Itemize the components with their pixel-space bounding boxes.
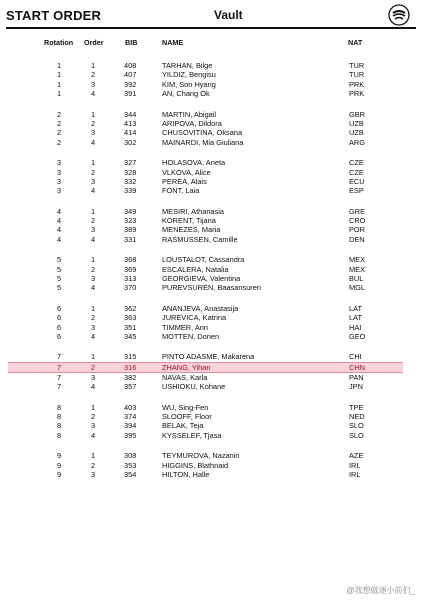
name-cell: NAVAS, Karla: [162, 372, 208, 382]
name-cell: YILDIZ, Bengisu: [162, 70, 216, 80]
bib-cell: 374: [124, 411, 137, 421]
table-row: [0, 451, 423, 460]
header-rule: [6, 27, 416, 29]
nat-cell: PAN: [349, 372, 364, 382]
rotation-cell: 4: [57, 216, 62, 226]
order-cell: 1: [91, 303, 96, 313]
start-order-title: START ORDER: [6, 8, 102, 23]
name-cell: MARTIN, Abigail: [162, 109, 217, 119]
bib-cell: 394: [124, 421, 137, 431]
table-row: [0, 110, 423, 119]
table-row: [0, 89, 423, 98]
bib-cell: 392: [124, 79, 137, 89]
rotation-cell: 3: [57, 186, 62, 196]
bib-cell: 344: [124, 109, 137, 119]
rotation-group: [0, 158, 423, 196]
order-cell: 3: [91, 274, 96, 284]
nat-cell: GEO: [349, 331, 366, 341]
nat-cell: TUR: [349, 70, 365, 80]
table-row: [0, 412, 423, 421]
rotation-cell: 1: [57, 61, 62, 70]
name-cell: BELAK, Teja: [162, 421, 204, 431]
table-row: [0, 431, 423, 440]
table-row: [0, 313, 423, 322]
rotation-cell: 4: [57, 225, 62, 235]
nat-cell: UZB: [349, 118, 364, 128]
rotation-cell: 1: [57, 70, 62, 80]
nat-cell: PRK: [349, 89, 365, 99]
bib-cell: 368: [124, 255, 137, 265]
col-rotation: Rotation: [44, 38, 74, 47]
order-cell: 1: [91, 158, 96, 168]
table-row: [8, 362, 403, 373]
bib-cell: 370: [124, 283, 137, 293]
gymnastics-logo-icon: [388, 4, 410, 26]
nat-cell: LAT: [349, 303, 363, 313]
rotation-cell: 7: [57, 352, 62, 362]
order-cell: 1: [91, 352, 96, 362]
rotation-cell: 5: [57, 255, 62, 265]
bib-cell: 357: [124, 382, 137, 392]
name-cell: JUREVICA, Katrina: [162, 313, 227, 323]
name-cell: AN, Chang Ok: [162, 89, 210, 99]
order-cell: 2: [91, 70, 96, 80]
order-cell: 3: [91, 176, 96, 186]
name-cell: HIGGINS, Blathnaid: [162, 460, 229, 470]
name-cell: ZHANG, Yihan: [162, 362, 211, 372]
bib-cell: 345: [124, 331, 137, 341]
nat-cell: SLO: [349, 430, 364, 440]
nat-cell: SLO: [349, 421, 364, 431]
table-row: [0, 225, 423, 234]
order-cell: 2: [91, 411, 96, 421]
name-cell: ARIPOVA, Dildora: [162, 118, 222, 128]
name-cell: USHIOKU, Kohane: [162, 382, 226, 392]
rotation-cell: 4: [57, 206, 62, 216]
rotation-cell: 3: [57, 167, 62, 177]
name-cell: MENEZES, Maria: [162, 225, 221, 235]
nat-cell: TPE: [349, 402, 364, 412]
bib-cell: 407: [124, 70, 137, 80]
name-cell: TEYMUROVA, Nazanin: [162, 451, 240, 461]
name-cell: KYSSELEF, Tjasa: [162, 430, 222, 440]
rotation-cell: 6: [57, 331, 62, 341]
bib-cell: 331: [124, 234, 137, 244]
rotation-cell: 5: [57, 264, 62, 274]
order-cell: 4: [91, 283, 96, 293]
bib-cell: 351: [124, 322, 137, 332]
bib-cell: 413: [124, 118, 137, 128]
table-row: [0, 177, 423, 186]
table-row: [0, 274, 423, 283]
rotation-cell: 5: [57, 274, 62, 284]
bib-cell: 316: [124, 362, 137, 372]
table-row: [0, 470, 423, 479]
table-row: [0, 207, 423, 216]
bib-cell: 327: [124, 158, 137, 168]
bib-cell: 308: [124, 451, 137, 461]
order-cell: 3: [91, 225, 96, 235]
rotation-cell: 1: [57, 89, 62, 99]
nat-cell: CZE: [349, 158, 364, 168]
col-name: NAME: [162, 38, 184, 47]
nat-cell: JPN: [349, 382, 363, 392]
table-row: [0, 421, 423, 430]
order-cell: 3: [91, 421, 96, 431]
name-cell: MESIRI, Athanasia: [162, 206, 225, 216]
start-order-table: [0, 61, 423, 490]
table-row: [0, 304, 423, 313]
nat-cell: BUL: [349, 274, 364, 284]
rotation-cell: 9: [57, 469, 62, 479]
rotation-group: [0, 304, 423, 342]
rotation-cell: 8: [57, 430, 62, 440]
rotation-cell: 6: [57, 303, 62, 313]
nat-cell: AZE: [349, 451, 364, 461]
rotation-cell: 3: [57, 176, 62, 186]
order-cell: 2: [91, 216, 96, 226]
order-cell: 2: [91, 118, 96, 128]
nat-cell: CZE: [349, 167, 364, 177]
bib-cell: 408: [124, 61, 137, 70]
order-cell: 3: [91, 322, 96, 332]
table-row: [0, 283, 423, 292]
bib-cell: 349: [124, 206, 137, 216]
name-cell: KORENT, Tijana: [162, 216, 216, 226]
table-row: [0, 168, 423, 177]
event-title: Vault: [214, 8, 243, 22]
rotation-cell: 9: [57, 451, 62, 461]
nat-cell: MEX: [349, 255, 366, 265]
name-cell: GEORGIEVA, Valentina: [162, 274, 241, 284]
rotation-group: [0, 403, 423, 441]
rotation-cell: 7: [57, 362, 62, 372]
rotation-group: [0, 255, 423, 293]
table-row: [0, 128, 423, 137]
name-cell: MOTTEN, Dorien: [162, 331, 220, 341]
table-row: [0, 138, 423, 147]
bib-cell: 353: [124, 460, 137, 470]
rotation-cell: 7: [57, 372, 62, 382]
table-row: [0, 235, 423, 244]
col-bib: BIB: [125, 38, 138, 47]
table-row: [0, 216, 423, 225]
nat-cell: TUR: [349, 61, 365, 70]
rotation-cell: 2: [57, 128, 62, 138]
rotation-cell: 4: [57, 234, 62, 244]
table-row: [0, 403, 423, 412]
nat-cell: CHN: [349, 362, 366, 372]
table-row: [0, 323, 423, 332]
rotation-group: [0, 207, 423, 245]
nat-cell: GBR: [349, 109, 366, 119]
nat-cell: UZB: [349, 128, 364, 138]
table-row: [0, 255, 423, 264]
nat-cell: IRL: [349, 469, 361, 479]
page-header: [6, 8, 412, 26]
bib-cell: 391: [124, 89, 137, 99]
name-cell: PEREA, Alais: [162, 176, 207, 186]
rotation-cell: 3: [57, 158, 62, 168]
nat-cell: CRO: [349, 216, 366, 226]
bib-cell: 323: [124, 216, 137, 226]
name-cell: MAINARDI, Mia Giuliana: [162, 137, 244, 147]
rotation-cell: 5: [57, 283, 62, 293]
order-cell: 1: [91, 206, 96, 216]
order-cell: 2: [91, 264, 96, 274]
rotation-cell: 9: [57, 460, 62, 470]
order-cell: 4: [91, 89, 96, 99]
bib-cell: 389: [124, 225, 137, 235]
bib-cell: 382: [124, 372, 137, 382]
table-row: [0, 61, 423, 70]
name-cell: HOLASOVA, Aneta: [162, 158, 226, 168]
order-cell: 2: [91, 460, 96, 470]
order-cell: 2: [91, 362, 96, 372]
order-cell: 1: [91, 109, 96, 119]
order-cell: 1: [91, 402, 96, 412]
name-cell: FONT, Laia: [162, 186, 200, 196]
order-cell: 4: [91, 186, 96, 196]
rotation-group: [0, 110, 423, 148]
col-order: Order: [84, 38, 104, 47]
order-cell: 3: [91, 372, 96, 382]
order-cell: 1: [91, 255, 96, 265]
order-cell: 2: [91, 167, 96, 177]
order-cell: 3: [91, 128, 96, 138]
rotation-cell: 2: [57, 109, 62, 119]
name-cell: TIMMER, Ann: [162, 322, 208, 332]
nat-cell: MEX: [349, 264, 366, 274]
table-row: [0, 70, 423, 79]
nat-cell: HAI: [349, 322, 362, 332]
rotation-group: [0, 451, 423, 479]
nat-cell: POR: [349, 225, 366, 235]
order-cell: 4: [91, 430, 96, 440]
table-row: [0, 332, 423, 341]
rotation-cell: 2: [57, 137, 62, 147]
nat-cell: ESP: [349, 186, 364, 196]
bib-cell: 339: [124, 186, 137, 196]
rotation-cell: 2: [57, 118, 62, 128]
order-cell: 2: [91, 313, 96, 323]
nat-cell: CHI: [349, 352, 362, 362]
table-row: [0, 373, 423, 382]
nat-cell: IRL: [349, 460, 361, 470]
nat-cell: GRE: [349, 206, 366, 216]
bib-cell: 313: [124, 274, 137, 284]
bib-cell: 332: [124, 176, 137, 186]
order-cell: 4: [91, 234, 96, 244]
col-nat: NAT: [348, 38, 363, 47]
name-cell: LOUSTALOT, Cassandra: [162, 255, 245, 265]
nat-cell: DEN: [349, 234, 365, 244]
nat-cell: MGL: [349, 283, 366, 293]
table-row: [0, 382, 423, 391]
bib-cell: 302: [124, 137, 137, 147]
nat-cell: LAT: [349, 313, 363, 323]
rotation-group: [0, 61, 423, 99]
table-row: [0, 461, 423, 470]
rotation-cell: 7: [57, 382, 62, 392]
order-cell: 4: [91, 137, 96, 147]
rotation-cell: 6: [57, 322, 62, 332]
rotation-cell: 8: [57, 411, 62, 421]
order-cell: 4: [91, 331, 96, 341]
table-row: [0, 80, 423, 89]
name-cell: VLKOVA, Alice: [162, 167, 211, 177]
bib-cell: 369: [124, 264, 137, 274]
bib-cell: 354: [124, 469, 137, 479]
nat-cell: ARG: [349, 137, 366, 147]
nat-cell: PRK: [349, 79, 365, 89]
order-cell: 1: [91, 61, 96, 70]
bib-cell: 315: [124, 352, 137, 362]
watermark: @我想做逐小前们_: [346, 586, 415, 595]
bib-cell: 363: [124, 313, 137, 323]
bib-cell: 328: [124, 167, 137, 177]
name-cell: TARHAN, Bilge: [162, 61, 213, 70]
table-row: [0, 352, 423, 361]
name-cell: SLOOFF, Floor: [162, 411, 212, 421]
order-cell: 4: [91, 382, 96, 392]
rotation-group: [0, 352, 423, 391]
rotation-cell: 1: [57, 79, 62, 89]
table-row: [0, 265, 423, 274]
bib-cell: 362: [124, 303, 137, 313]
name-cell: WU, Sing-Fen: [162, 402, 209, 412]
name-cell: PUREVSUREN, Baasansuren: [162, 283, 261, 293]
nat-cell: NED: [349, 411, 365, 421]
name-cell: RASMUSSEN, Camille: [162, 234, 238, 244]
order-cell: 3: [91, 469, 96, 479]
table-row: [0, 119, 423, 128]
rotation-cell: 6: [57, 313, 62, 323]
name-cell: ANANJEVA, Anastasija: [162, 303, 239, 313]
name-cell: HILTON, Halle: [162, 469, 210, 479]
rotation-cell: 8: [57, 421, 62, 431]
bib-cell: 414: [124, 128, 137, 138]
bib-cell: 403: [124, 402, 137, 412]
order-cell: 3: [91, 79, 96, 89]
nat-cell: ECU: [349, 176, 365, 186]
table-row: [0, 158, 423, 167]
name-cell: CHUSOVITINA, Oksana: [162, 128, 243, 138]
name-cell: ESCALERA, Natalia: [162, 264, 229, 274]
name-cell: KIM, Son Hyang: [162, 79, 216, 89]
rotation-cell: 8: [57, 402, 62, 412]
order-cell: 1: [91, 451, 96, 461]
bib-cell: 395: [124, 430, 137, 440]
name-cell: PINTO ADASME, Makarena: [162, 352, 255, 362]
table-row: [0, 186, 423, 195]
